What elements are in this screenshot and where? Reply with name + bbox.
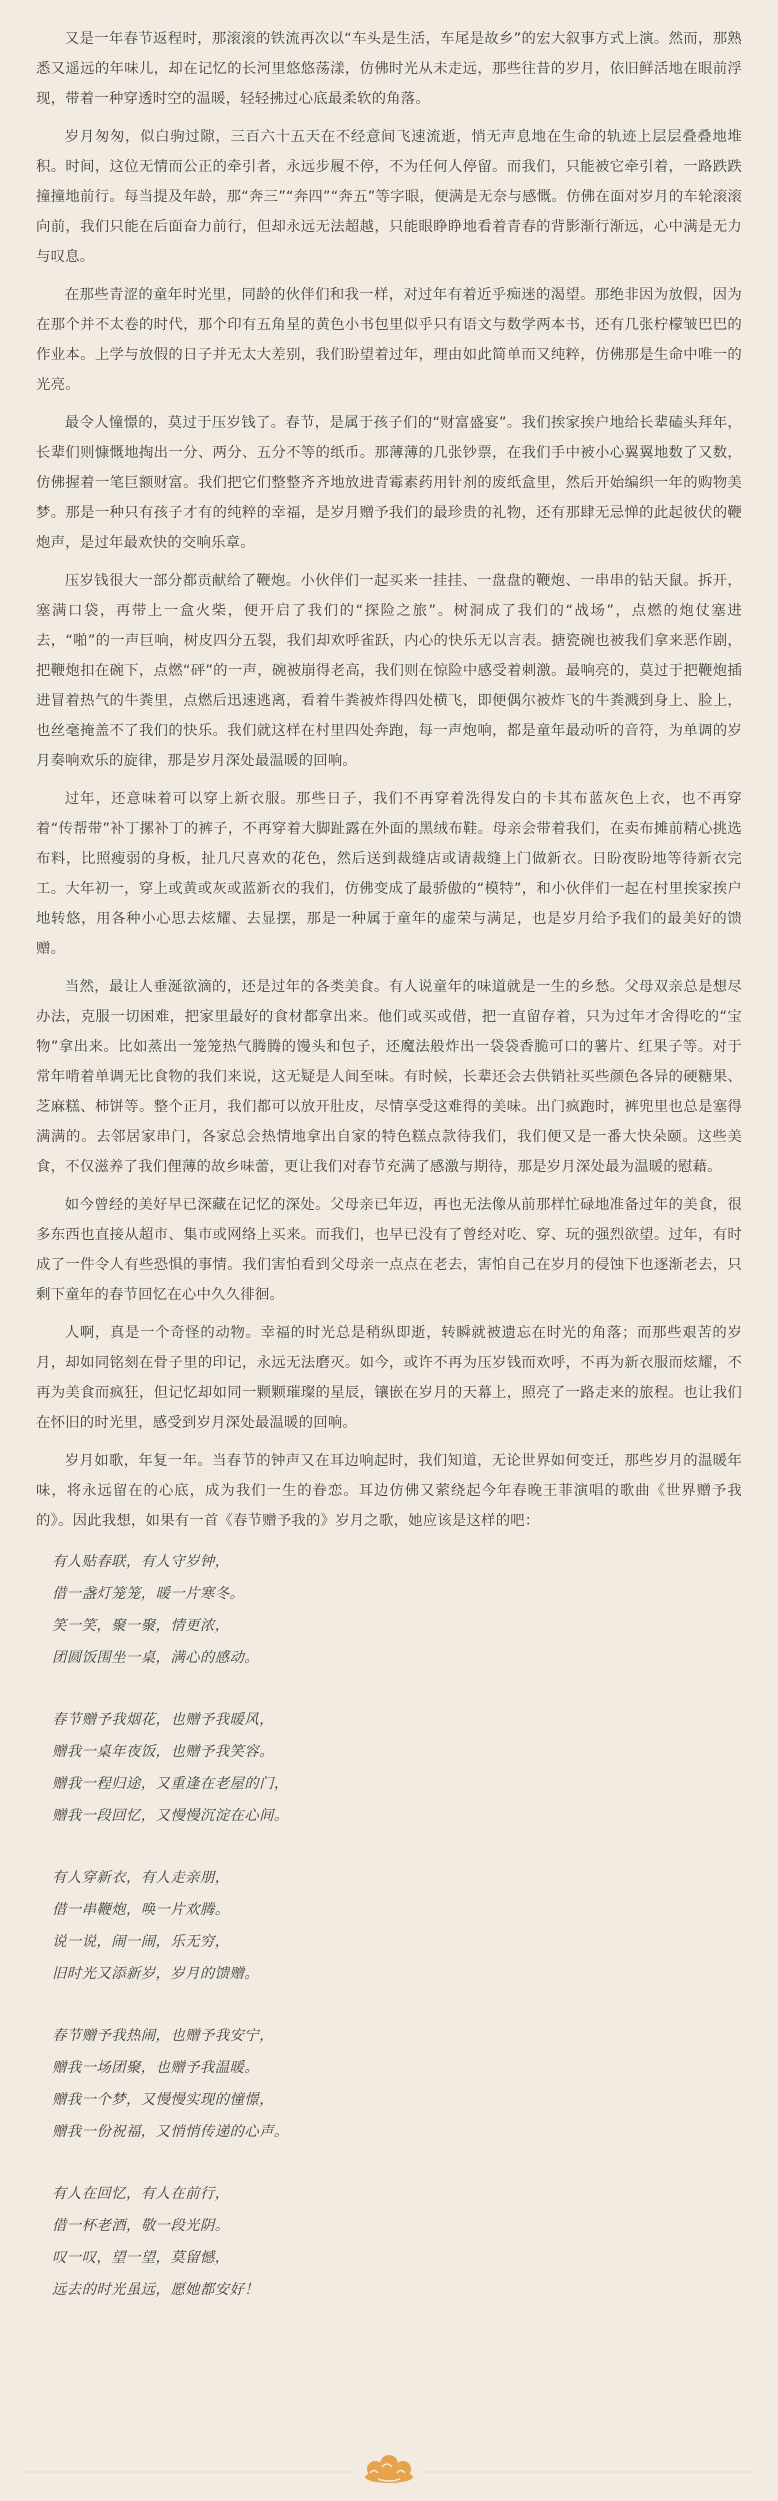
poem-stanza bbox=[52, 2178, 742, 2306]
cloud-ornament-icon bbox=[0, 2455, 778, 2489]
paragraph: 最令人憧憬的，莫过于压岁钱了。春节，是属于孩子们的“财富盛宴”。我们挨家挨户地给长辈磕头拜年，长辈们则慷慨地掏出一分、两分、五分不等的纸币。那薄薄的几张钞票，在我们手中被小心翼翼地数了又数，仿佛握着一笔巨额财富。我们把它们整整齐齐地放进青霉素药用针剂的废纸盒里，然后开始编织一年的购物美梦。那是一种只有孩子才有的纯粹的幸福，是岁月赠予我们的最珍贵的礼物，还有那肆无忌惮的此起彼伏的鞭炮声，是过年最欢快的交响乐章。 bbox=[36, 415, 742, 551]
poem-line: 叹一叹，望一望，莫留憾， bbox=[52, 2250, 230, 2266]
poem-line: 借一盏灯笼笼，暖一片寒冬。 bbox=[52, 1586, 245, 1602]
paragraph: 过年，还意味着可以穿上新衣服。那些日子，我们不再穿着洗得发白的卡其布蓝灰色上衣，也不再穿着“传帮带”补丁摞补丁的裤子，不再穿着大脚趾露在外面的黑绒布鞋。母亲会带着我们，在卖布摊前精心挑选布料，比照瘦弱的身板，扯几尺喜欢的花色，然后送到裁缝店或请裁缝上门做新衣。日盼夜盼地等待新衣完工。大年初一，穿上或黄或灰或蓝新衣的我们，仿佛变成了最骄傲的“模特”，和小伙伴们一起在村里挨家挨户地转悠，用各种小心思去炫耀、去显摆，那是一种属于童年的虚荣与满足，也是岁月给予我们的最美好的馈赠。 bbox=[36, 791, 742, 957]
poem-line: 春节赠予我烟花，也赠予我暖风， bbox=[52, 1712, 274, 1728]
poem-line: 旧时光又添新岁，岁月的馈赠。 bbox=[52, 1966, 260, 1982]
poem-line: 赠我一段回忆，又慢慢沉淀在心间。 bbox=[52, 1808, 289, 1824]
paragraph: 又是一年春节返程时，那滚滚的铁流再次以“车头是生活，车尾是故乡”的宏大叙事方式上演。然而，那熟悉又遥远的年味儿，却在记忆的长河里悠悠荡漾，仿佛时光从未走远，那些往昔的岁月，依旧鲜活地在眼前浮现，带着一种穿透时空的温暖，轻轻拂过心底最柔软的角落。 bbox=[36, 31, 742, 107]
paragraph: 当然，最让人垂涎欲滴的，还是过年的各类美食。有人说童年的味道就是一生的乡愁。父母双亲总是想尽办法，克服一切困难，把家里最好的食材都拿出来。他们或买或借，把一直留存着，只为过年才舍得吃的“宝物”拿出来。比如蒸出一笼笼热气腾腾的馒头和包子，还魔法般炸出一袋袋香脆可口的薯片、红果子等。对于常年啃着单调无比食物的我们来说，这无疑是人间至味。有时候，长辈还会去供销社买些颜色各异的硬糖果、芝麻糕、柿饼等。整个正月，我们都可以放开肚皮，尽情享受这难得的美味。出门疯跑时，裤兜里也总是塞得满满的。去邻居家串门，各家总会热情地拿出自家的特色糕点款待我们，我们便又是一番大快朵颐。这些美食，不仅滋养了我们俚薄的故乡味蕾，更让我们对春节充满了感激与期待，那是岁月深处最为温暖的慰藉。 bbox=[36, 979, 742, 1175]
poem-line: 赠我一场团聚，也赠予我温暖。 bbox=[52, 2060, 260, 2076]
cloud-shape bbox=[365, 2455, 413, 2483]
poem-stanza bbox=[52, 1546, 742, 1674]
footer-divider bbox=[0, 2455, 778, 2489]
paragraph: 岁月如歌，年复一年。当春节的钟声又在耳边响起时，我们知道，无论世界如何变迁，那些岁月的温暖年味，将永远留在的心底，成为我们一生的眷恋。耳边仿佛又萦绕起今年春晚王菲演唱的歌曲《世界赠予我的》。因此我想，如果有一首《春节赠予我的》岁月之歌，她应该是这样的吧： bbox=[36, 1453, 742, 1529]
poem-line: 团圆饭围坐一桌，满心的感动。 bbox=[52, 1650, 260, 1666]
poem-line: 远去的时光虽远，愿她都安好！ bbox=[52, 2282, 260, 2298]
paragraph: 人啊，真是一个奇怪的动物。幸福的时光总是稍纵即逝，转瞬就被遗忘在时光的角落；而那些艰苦的岁月，却如同铭刻在骨子里的印记，永远无法磨灭。如今，或许不再为压岁钱而欢呼，不再为新衣服而炫耀，不再为美食而疯狂，但记忆却如同一颗颗璀璨的星辰，镶嵌在岁月的天幕上，照亮了一路走来的旅程。也让我们在怀旧的时光里，感受到岁月深处最温暖的回响。 bbox=[36, 1325, 742, 1431]
poem-line: 春节赠予我热闹，也赠予我安宁， bbox=[52, 2028, 274, 2044]
poem-line: 借一串鞭炮，唤一片欢腾。 bbox=[52, 1902, 230, 1918]
poem-line: 赠我一程归途，又重逢在老屋的门， bbox=[52, 1776, 289, 1792]
poem-stanza bbox=[52, 2020, 742, 2148]
poem-line: 赠我一个梦，又慢慢实现的憧憬， bbox=[52, 2092, 274, 2108]
article-body bbox=[36, 24, 742, 1536]
paragraph: 压岁钱很大一部分都贡献给了鞭炮。小伙伴们一起买来一挂挂、一盘盘的鞭炮、一串串的钻天鼠。拆开，塞满口袋，再带上一盒火柴，便开启了我们的“探险之旅”。树洞成了我们的“战场”，点燃的炮仗塞进去，“啪”的一声巨响，树皮四分五裂，我们却欢呼雀跃，内心的快乐无以言表。搪瓷碗也被我们拿来恶作剧，把鞭炮扣在碗下，点燃“砰”的一声，碗被崩得老高，我们则在惊险中感受着刺激。最响亮的，莫过于把鞭炮插进冒着热气的牛粪里，点燃后迅速逃离，看着牛粪被炸得四处横飞，即便偶尔被炸飞的牛粪溅到身上、脸上，也丝毫掩盖不了我们的快乐。我们就这样在村里四处奔跑，每一声炮响，都是童年最动听的音符，为单调的岁月奏响欢乐的旋律，那是岁月深处最温暖的回响。 bbox=[36, 573, 742, 769]
poem-line: 赠我一桌年夜饭，也赠予我笑容。 bbox=[52, 1744, 274, 1760]
poem-line: 赠我一份祝福，又悄悄传递的心声。 bbox=[52, 2124, 289, 2140]
poem-line: 有人在回忆，有人在前行， bbox=[52, 2186, 230, 2202]
poem-line: 有人贴春联，有人守岁钟， bbox=[52, 1554, 230, 1570]
paragraph: 岁月匆匆，似白驹过隙，三百六十五天在不经意间飞速流逝，悄无声息地在生命的轨迹上层层叠叠地堆积。时间，这位无情而公正的牵引者，永远步履不停，不为任何人停留。而我们，只能被它牵引着，一路跌跌撞撞地前行。每当提及年龄，那“奔三”“奔四”“奔五”等字眼，便满是无奈与感慨。仿佛在面对岁月的车轮滚滚向前，我们只能在后面奋力前行，但却永远无法超越，只能眼睁睁地看着青春的背影渐行渐远，心中满是无力与叹息。 bbox=[36, 129, 742, 265]
poem-line: 说一说，闹一闹，乐无穷， bbox=[52, 1934, 230, 1950]
poem-line: 笑一笑，聚一聚，情更浓， bbox=[52, 1618, 230, 1634]
paragraph: 如今曾经的美好早已深藏在记忆的深处。父母亲已年迈，再也无法像从前那样忙碌地准备过年的美食，很多东西也直接从超市、集市或网络上买来。而我们，也早已没有了曾经对吃、穿、玩的强烈欲望。过年，有时成了一件令人有些恐惧的事情。我们害怕看到父母亲一点点在老去，害怕自己在岁月的侵蚀下也逐渐老去，只剩下童年的春节回忆在心中久久徘徊。 bbox=[36, 1197, 742, 1303]
poem-stanza bbox=[52, 1862, 742, 1990]
poem-line: 借一杯老酒，敬一段光阴。 bbox=[52, 2218, 230, 2234]
poem-line: 有人穿新衣，有人走亲朋， bbox=[52, 1870, 230, 1886]
poem-stanza bbox=[52, 1704, 742, 1832]
paragraph: 在那些青涩的童年时光里，同龄的伙伴们和我一样，对过年有着近乎痴迷的渴望。那绝非因为放假，因为在那个并不太卷的时代，那个印有五角星的黄色小书包里似乎只有语文与数学两本书，还有几张柠檬皱巴巴的作业本。上学与放假的日子并无太大差别，我们盼望着过年，理由如此简单而又纯粹，仿佛那是生命中唯一的光亮。 bbox=[36, 287, 742, 393]
poem bbox=[52, 1546, 742, 2306]
